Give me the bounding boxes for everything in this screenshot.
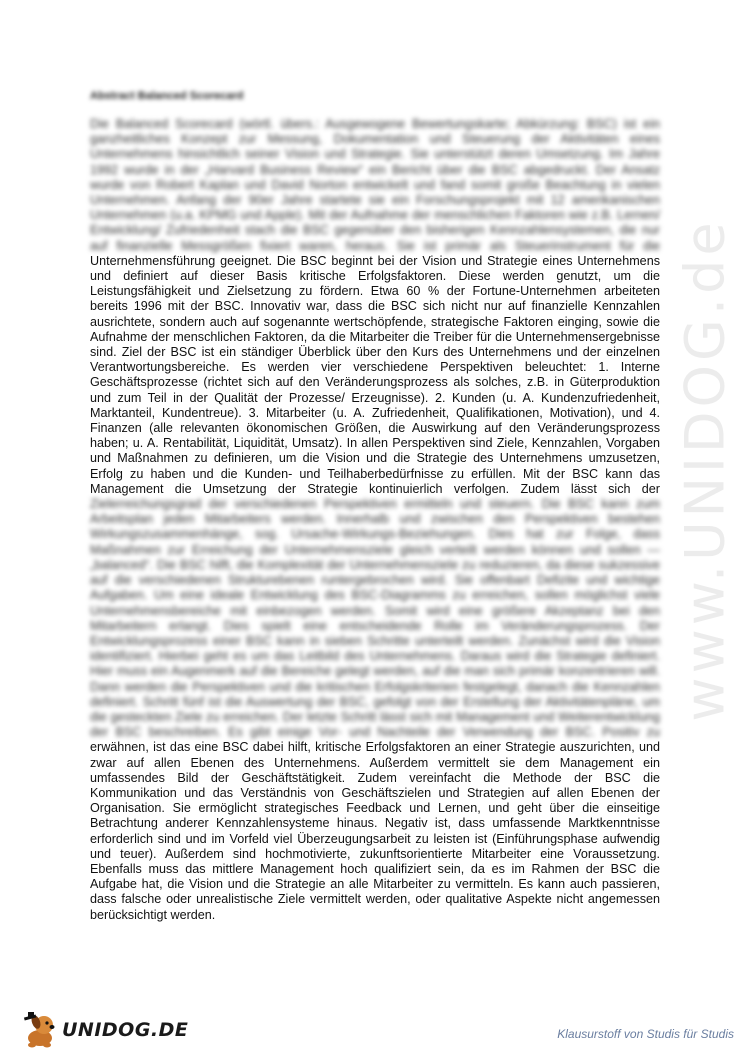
paragraph-visible-middle: Unternehmensführung geeignet. Die BSC beginnt bei der Vision und Strategie eines Unternehmens und definiert auf dieser Basis kritische Erfolgsfaktoren. Diese werden genutzt, um die Leistungsfähigkeit und Zielsetzung zu fördern. Etwa 60 % der Fortune-Unternehmen arbeiteten bereits 1996 mit der BSC. Innovativ war, dass die BSC sich nicht nur auf finanzielle Kennzahlen ausrichtete, sondern auch auf sogenannte wertschöpfende, strategische Faktoren einging, sowie die Aufnahme der menschlichen Faktoren, da die Mitarbeiter die Treiber für die Unternehmensergebnisse sind. Ziel der BSC ist ein ständiger Überblick über den Kurs des Unternehmens und der einzelnen Verantwortungsbereiche. Es werden vier verschiedene Perspektiven beleuchtet: 1. Interne Geschäftsprozesse (richtet sich auf den Veränderungsprozess als solches, z.B. in Güterproduktion und zum Teil in der Qualität der Prozesse/ Erzeugnisse). 2. Kunden (u. A. Kundenzufriedenheit, Marktanteil, Kundentreue). 3. Mitarbeiter (u. A. Zufriedenheit, Qualifikationen, Motivation), und 4. Finanzen (alle relevanten ökonomischen Größen, die Auswirkung auf den Veränderungsprozess haben; u. A. Rentabilität, Liquidität, Umsatz). In allen Perspektiven sind Ziele, Kennzahlen, Vorgaben und Maßnahmen zu definieren, um die Vision und die Strategie des Unternehmens umzusetzen, Erfolg zu haben und die Kunden- und Teilhaberbedürfnisse zu erfüllen. Mit der BSC kann das Management die Umsetzung der Strategie kontinuierlich verfolgen. Zudem lässt sich der <box>90 253 660 496</box>
unidog-logo[interactable] <box>20 1010 188 1050</box>
logo-text: UNIDOG.DE <box>62 1019 189 1041</box>
document-title: Abstract Balanced Scorecard <box>90 90 244 102</box>
paragraph-blurred-bottom: Zielerreichungsgrad der verschiedenen Perspektiven ermitteln und steuern. Die BSC kann zum Arbeitsplan jeden Mitarbeiters werden. Innerhalb und zwischen den Perspektiven bestehen Wirkungszusammenhänge, sog. Ursache-Wirkungs-Beziehungen. Dies hat zur Folge, dass Maßnahmen zur Erreichung der Unternehmensziele gleich verteilt werden können und sollen — „balanced“. Die BSC hilft, die Komplexität der Unternehmensziele zu reduzieren, da diese sukzessive auf die verschiedenen Strukturebenen runtergebrochen wird. Sie offenbart Defizite und wichtige Aufgaben. Um eine ideale Entwicklung des BSC-Diagramms zu erreichen, sollen möglichst viele Unternehmensbereiche mit einbezogen werden. Somit wird eine größere Akzeptanz bei den Mitarbeitern erlangt. Dies spielt eine entscheidende Rolle im Veränderungsprozess. Der Entwicklungsprozess einer BSC kann in sieben Schritte unterteilt werden. Zunächst wird die Vision identifiziert. Hierbei geht es um das Leitbild des Unternehmens. Daraus wird die Strategie definiert. Hier muss ein Augenmerk auf die Bereiche gelegt werden, auf die man sich primär konzentrieren will. Dann werden die Perspektiven und die kritischen Erfolgskriterien festgelegt, danach die Kennzahlen definiert. Schritt fünf ist die Auswertung der BSC, gefolgt von der Erstellung der Aktivitätenpläne, um die gesteckten Ziele zu erreichen. Der letzte Schritt lässt sich mit Management und Weiterentwicklung der BSC beschreiben. Es gibt einige Vor- und Nachteile der Verwendung der BSC. Positiv zu <box>90 497 660 740</box>
paragraph-blurred-top: Die Balanced Scorecard (wörtl. übers.: Ausgewogene Bewertungskarte; Abkürzung: BSC) ist ein ganzheitliches Konzept zur Messung, Dokumentation und Steuerung der Aktivitäten eines Unternehmens hinsichtlich seiner Vision und Strategie. Sie unterstützt deren Umsetzung. Im Jahre 1992 wurde in der „Harvard Business Review“ ein Bericht über die BSC abgedruckt. Der Ansatz wurde von Robert Kaplan und David Norton entwickelt und fand somit große Beachtung in vielen Unternehmen. Anfang der 90er Jahre startete sie ein Forschungsprojekt mit 12 amerikanischen Unternehmen (u.a. KPMG und Apple). Mit der Aufnahme der menschlichen Faktoren wie z.B. Lernen/ Entwicklung/ Zufriedenheit stach die BSC gegenüber den bisherigen Kennzahlensystemen, die nur auf finanzielle Messgrößen fixiert waren, heraus. Sie ist primär als Steuerinstrument für die <box>90 117 660 253</box>
dog-mascot-icon <box>20 1010 60 1050</box>
watermark: www.UNIDOG.de <box>673 218 737 722</box>
paragraph-visible-bottom: erwähnen, ist das eine BSC dabei hilft, kritische Erfolgsfaktoren an einer Strategie auszurichten, und zwar auf allen Ebenen des Unternehmens. Außerdem vermittelt sie dem Management ein umfassendes Bild der Geschäftstätigkeit. Zudem vereinfacht die Methode der BSC die Kommunikation und das Verständnis von Geschäftszielen und Strategien auf allen Ebenen der Organisation. Sie ermöglicht strategisches Feedback und Lernen, und geht über die einseitige Betrachtung anderer Kennzahlensysteme hinaus. Negativ ist, dass umfassende Marktkenntnisse erforderlich sind und im Vorfeld viel Überzeugungsarbeit zu leisten ist (Einführungsphase aufwendig und teuer). Außerdem sind hochmotivierte, zukunftsorientierte Mitarbeiter eine Voraussetzung. Ebenfalls muss das mittlere Management hoch qualifiziert sein, da es im Rahmen der BSC die Aufgabe hat, die Vision und die Strategie an alle Mitarbeiter zu vermitteln. Es kann auch passieren, dass falsche oder unrealistische Ziele vermittelt werden, oder qualitative Aspekte nicht angemessen berücksichtigt werden. <box>90 740 660 922</box>
footer-tagline: Klausurstoff von Studis für Studis <box>557 1027 734 1041</box>
document-body <box>90 117 660 923</box>
